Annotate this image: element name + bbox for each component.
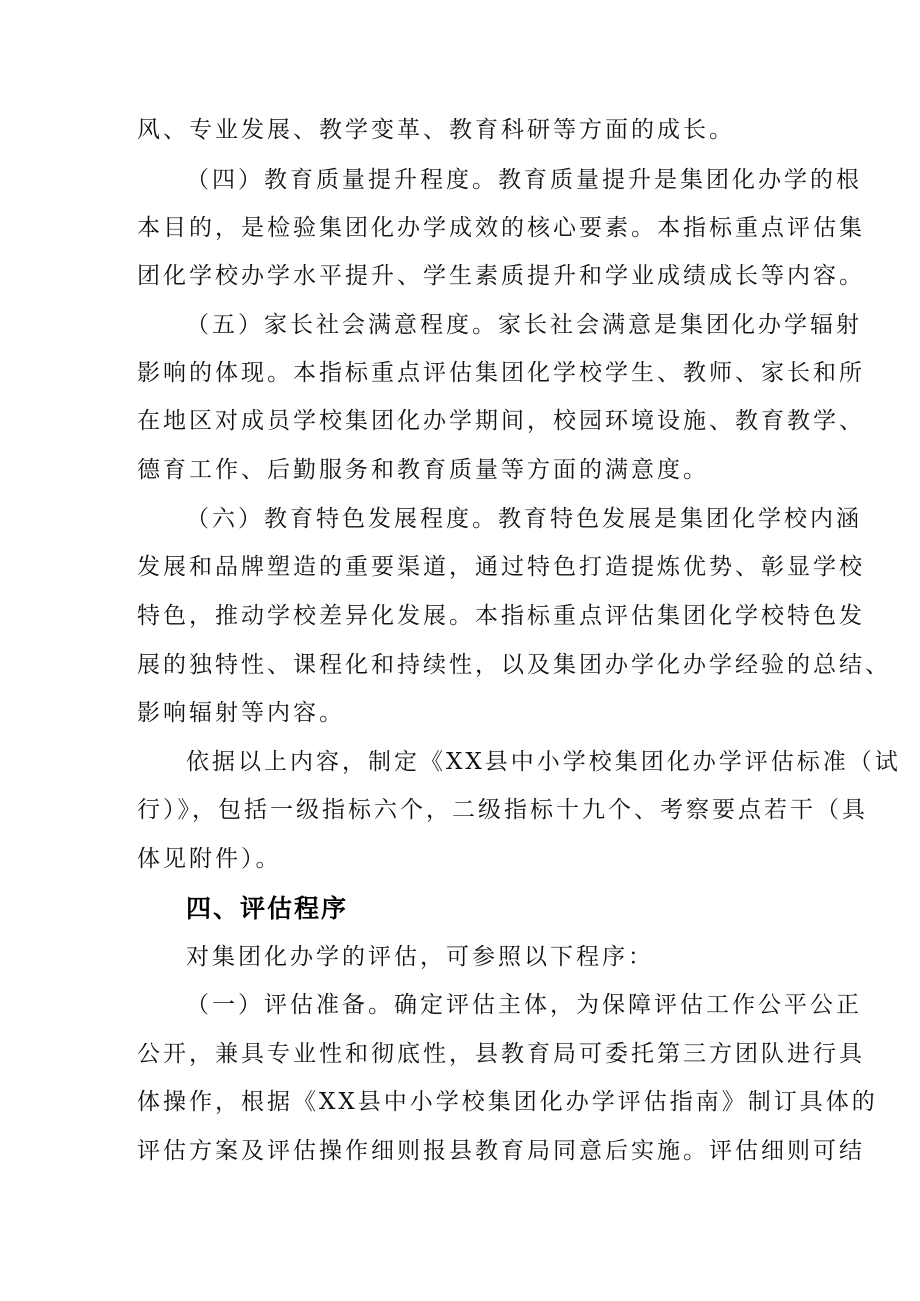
paragraph-line: 风、专业发展、教学变革、教育科研等方面的成长。 — [137, 117, 735, 143]
paragraph-line: 特色，推动学校差异化发展。本指标重点评估集团化学校特色发 — [137, 603, 865, 629]
paragraph-line: （五）家长社会满意程度。家长社会满意是集团化办学辐射 — [186, 312, 862, 338]
paragraph-line: 团化学校办学水平提升、学生素质提升和学业成绩成长等内容。 — [137, 263, 865, 289]
paragraph-line: 对集团化办学的评估，可参照以下程序： — [186, 944, 654, 970]
paragraph-line: 在地区对成员学校集团化办学期间，校园环境设施、教育教学、 — [137, 408, 865, 434]
paragraph-line: 评估方案及评估操作细则报县教育局同意后实施。评估细则可结 — [137, 1138, 865, 1164]
paragraph-line: 德育工作、后勤服务和教育质量等方面的满意度。 — [137, 457, 709, 483]
paragraph-line: 影响辐射等内容。 — [137, 700, 345, 726]
paragraph-line: （四）教育质量提升程度。教育质量提升是集团化办学的根 — [186, 167, 862, 193]
paragraph-line: 公开，兼具专业性和彻底性，县教育局可委托第三方团队进行具 — [137, 1041, 865, 1067]
paragraph-line: 体操作，根据《XX县中小学校集团化办学评估指南》制订具体的 — [137, 1089, 878, 1115]
paragraph-line: 行）》，包括一级指标六个，二级指标十九个、考察要点若干（具 — [137, 797, 868, 823]
paragraph-line: 发展和品牌塑造的重要渠道，通过特色打造提炼优势、彰显学校 — [137, 554, 865, 580]
paragraph-line: 本目的，是检验集团化办学成效的核心要素。本指标重点评估集 — [137, 215, 865, 241]
section-heading: 四、评估程序 — [186, 894, 349, 923]
paragraph-line: 依据以上内容，制定《XX县中小学校集团化办学评估标准（试 — [186, 749, 901, 775]
paragraph-line: （六）教育特色发展程度。教育特色发展是集团化学校内涵 — [186, 506, 862, 532]
paragraph-line: 影响的体现。本指标重点评估集团化学校学生、教师、家长和所 — [137, 360, 865, 386]
paragraph-line: （一）评估准备。确定评估主体，为保障评估工作公平公正 — [186, 992, 862, 1018]
paragraph-line: 展的独特性、课程化和持续性，以及集团办学化办学经验的总结、 — [137, 652, 891, 678]
paragraph-line: 体见附件）。 — [137, 846, 282, 872]
